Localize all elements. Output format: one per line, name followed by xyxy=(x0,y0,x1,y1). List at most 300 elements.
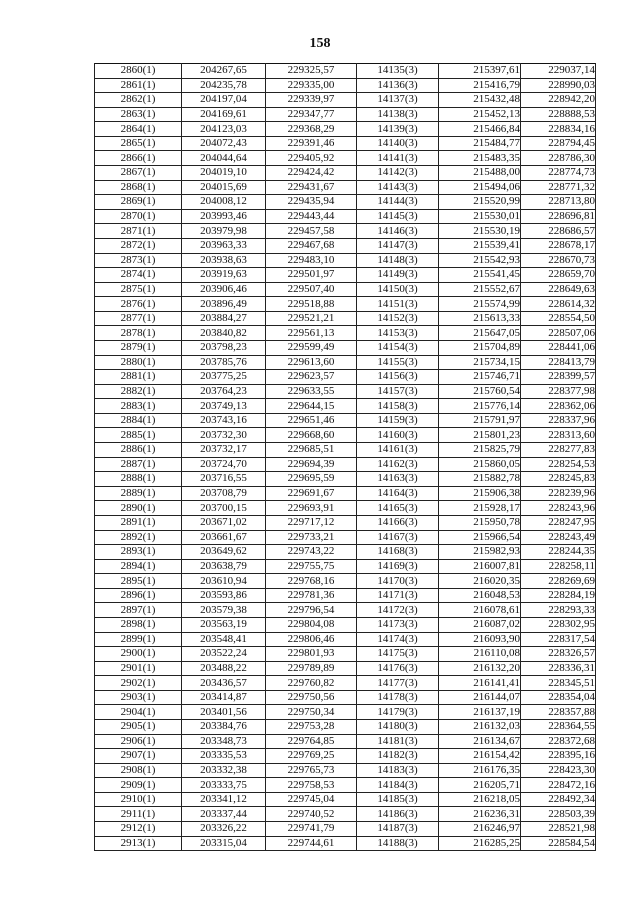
x-coordinate-cell: 215734,15 xyxy=(439,355,521,370)
point-id-cell: 2899(1) xyxy=(95,632,182,647)
point-id-cell: 2868(1) xyxy=(95,180,182,195)
y-coordinate-cell: 229507,40 xyxy=(266,282,357,297)
point-id-cell: 14160(3) xyxy=(357,428,439,443)
x-coordinate-cell: 215530,01 xyxy=(439,209,521,224)
point-id-cell: 2880(1) xyxy=(95,355,182,370)
y-coordinate-cell: 228678,17 xyxy=(521,238,596,253)
x-coordinate-cell: 203979,98 xyxy=(182,224,266,239)
x-coordinate-cell: 203919,63 xyxy=(182,268,266,283)
y-coordinate-cell: 229483,10 xyxy=(266,253,357,268)
y-coordinate-cell: 228670,73 xyxy=(521,253,596,268)
table-row xyxy=(95,136,596,151)
table-row xyxy=(95,603,596,618)
y-coordinate-cell: 229405,92 xyxy=(266,151,357,166)
x-coordinate-cell: 215530,19 xyxy=(439,224,521,239)
x-coordinate-cell: 203638,79 xyxy=(182,559,266,574)
x-coordinate-cell: 203671,02 xyxy=(182,515,266,530)
table-row xyxy=(95,195,596,210)
x-coordinate-cell: 204019,10 xyxy=(182,166,266,181)
point-id-cell: 2884(1) xyxy=(95,413,182,428)
y-coordinate-cell: 229717,12 xyxy=(266,515,357,530)
x-coordinate-cell: 215541,45 xyxy=(439,268,521,283)
table-row xyxy=(95,151,596,166)
y-coordinate-cell: 228771,32 xyxy=(521,180,596,195)
table-row xyxy=(95,705,596,720)
y-coordinate-cell: 228423,30 xyxy=(521,763,596,778)
x-coordinate-cell: 203414,87 xyxy=(182,690,266,705)
point-id-cell: 14153(3) xyxy=(357,326,439,341)
y-coordinate-cell: 228326,57 xyxy=(521,647,596,662)
x-coordinate-cell: 203896,49 xyxy=(182,297,266,312)
point-id-cell: 2887(1) xyxy=(95,457,182,472)
point-id-cell: 14135(3) xyxy=(357,64,439,79)
y-coordinate-cell: 228774,73 xyxy=(521,166,596,181)
table-row xyxy=(95,676,596,691)
y-coordinate-cell: 229753,28 xyxy=(266,720,357,735)
point-id-cell: 2863(1) xyxy=(95,107,182,122)
x-coordinate-cell: 216093,90 xyxy=(439,632,521,647)
x-coordinate-cell: 215397,61 xyxy=(439,64,521,79)
y-coordinate-cell: 229796,54 xyxy=(266,603,357,618)
x-coordinate-cell: 203963,33 xyxy=(182,238,266,253)
y-coordinate-cell: 228786,30 xyxy=(521,151,596,166)
y-coordinate-cell: 228243,96 xyxy=(521,501,596,516)
x-coordinate-cell: 215484,77 xyxy=(439,136,521,151)
table-row xyxy=(95,224,596,239)
point-id-cell: 14182(3) xyxy=(357,749,439,764)
y-coordinate-cell: 229806,46 xyxy=(266,632,357,647)
y-coordinate-cell: 228245,83 xyxy=(521,472,596,487)
x-coordinate-cell: 203700,15 xyxy=(182,501,266,516)
x-coordinate-cell: 203743,16 xyxy=(182,413,266,428)
y-coordinate-cell: 228659,70 xyxy=(521,268,596,283)
x-coordinate-cell: 216141,41 xyxy=(439,676,521,691)
x-coordinate-cell: 216144,07 xyxy=(439,690,521,705)
y-coordinate-cell: 229335,00 xyxy=(266,78,357,93)
point-id-cell: 2907(1) xyxy=(95,749,182,764)
point-id-cell: 2891(1) xyxy=(95,515,182,530)
x-coordinate-cell: 203649,62 xyxy=(182,545,266,560)
table-row xyxy=(95,238,596,253)
x-coordinate-cell: 215542,93 xyxy=(439,253,521,268)
point-id-cell: 14156(3) xyxy=(357,370,439,385)
table-row xyxy=(95,530,596,545)
point-id-cell: 14136(3) xyxy=(357,78,439,93)
point-id-cell: 2909(1) xyxy=(95,778,182,793)
y-coordinate-cell: 229743,22 xyxy=(266,545,357,560)
y-coordinate-cell: 228794,45 xyxy=(521,136,596,151)
point-id-cell: 14137(3) xyxy=(357,93,439,108)
x-coordinate-cell: 204197,04 xyxy=(182,93,266,108)
y-coordinate-cell: 229623,57 xyxy=(266,370,357,385)
y-coordinate-cell: 228686,57 xyxy=(521,224,596,239)
point-id-cell: 2897(1) xyxy=(95,603,182,618)
x-coordinate-cell: 204235,78 xyxy=(182,78,266,93)
point-id-cell: 14187(3) xyxy=(357,822,439,837)
point-id-cell: 14162(3) xyxy=(357,457,439,472)
x-coordinate-cell: 203993,46 xyxy=(182,209,266,224)
y-coordinate-cell: 228243,49 xyxy=(521,530,596,545)
point-id-cell: 14139(3) xyxy=(357,122,439,137)
y-coordinate-cell: 228503,39 xyxy=(521,807,596,822)
x-coordinate-cell: 215791,97 xyxy=(439,413,521,428)
point-id-cell: 2867(1) xyxy=(95,166,182,181)
y-coordinate-cell: 228258,11 xyxy=(521,559,596,574)
x-coordinate-cell: 204267,65 xyxy=(182,64,266,79)
y-coordinate-cell: 228247,95 xyxy=(521,515,596,530)
x-coordinate-cell: 215906,38 xyxy=(439,486,521,501)
x-coordinate-cell: 216020,35 xyxy=(439,574,521,589)
x-coordinate-cell: 203749,13 xyxy=(182,399,266,414)
point-id-cell: 2881(1) xyxy=(95,370,182,385)
y-coordinate-cell: 228357,88 xyxy=(521,705,596,720)
x-coordinate-cell: 215452,13 xyxy=(439,107,521,122)
y-coordinate-cell: 229691,67 xyxy=(266,486,357,501)
point-id-cell: 14167(3) xyxy=(357,530,439,545)
x-coordinate-cell: 215488,00 xyxy=(439,166,521,181)
table-row xyxy=(95,515,596,530)
table-row xyxy=(95,180,596,195)
x-coordinate-cell: 215432,48 xyxy=(439,93,521,108)
table-row xyxy=(95,574,596,589)
point-id-cell: 14146(3) xyxy=(357,224,439,239)
point-id-cell: 14169(3) xyxy=(357,559,439,574)
point-id-cell: 2893(1) xyxy=(95,545,182,560)
y-coordinate-cell: 229741,79 xyxy=(266,822,357,837)
y-coordinate-cell: 228584,54 xyxy=(521,836,596,851)
table-row xyxy=(95,399,596,414)
y-coordinate-cell: 229804,08 xyxy=(266,617,357,632)
y-coordinate-cell: 228696,81 xyxy=(521,209,596,224)
point-id-cell: 14149(3) xyxy=(357,268,439,283)
table-row xyxy=(95,807,596,822)
table-row xyxy=(95,297,596,312)
x-coordinate-cell: 203579,38 xyxy=(182,603,266,618)
coordinates-table-body xyxy=(95,64,596,851)
table-row xyxy=(95,486,596,501)
y-coordinate-cell: 228254,53 xyxy=(521,457,596,472)
point-id-cell: 14151(3) xyxy=(357,297,439,312)
point-id-cell: 2906(1) xyxy=(95,734,182,749)
y-coordinate-cell: 229765,73 xyxy=(266,763,357,778)
point-id-cell: 2873(1) xyxy=(95,253,182,268)
y-coordinate-cell: 229768,16 xyxy=(266,574,357,589)
y-coordinate-cell: 229733,21 xyxy=(266,530,357,545)
y-coordinate-cell: 228990,03 xyxy=(521,78,596,93)
y-coordinate-cell: 229037,14 xyxy=(521,64,596,79)
point-id-cell: 14171(3) xyxy=(357,588,439,603)
table-row xyxy=(95,413,596,428)
x-coordinate-cell: 203884,27 xyxy=(182,311,266,326)
x-coordinate-cell: 203764,23 xyxy=(182,384,266,399)
point-id-cell: 14181(3) xyxy=(357,734,439,749)
point-id-cell: 14140(3) xyxy=(357,136,439,151)
point-id-cell: 2862(1) xyxy=(95,93,182,108)
y-coordinate-cell: 229685,51 xyxy=(266,443,357,458)
point-id-cell: 2860(1) xyxy=(95,64,182,79)
y-coordinate-cell: 229633,55 xyxy=(266,384,357,399)
point-id-cell: 2869(1) xyxy=(95,195,182,210)
y-coordinate-cell: 229755,75 xyxy=(266,559,357,574)
x-coordinate-cell: 216134,67 xyxy=(439,734,521,749)
x-coordinate-cell: 204072,43 xyxy=(182,136,266,151)
point-id-cell: 2888(1) xyxy=(95,472,182,487)
x-coordinate-cell: 203938,63 xyxy=(182,253,266,268)
point-id-cell: 2894(1) xyxy=(95,559,182,574)
y-coordinate-cell: 229368,29 xyxy=(266,122,357,137)
point-id-cell: 14172(3) xyxy=(357,603,439,618)
y-coordinate-cell: 228713,80 xyxy=(521,195,596,210)
point-id-cell: 2901(1) xyxy=(95,661,182,676)
y-coordinate-cell: 228399,57 xyxy=(521,370,596,385)
x-coordinate-cell: 216176,35 xyxy=(439,763,521,778)
point-id-cell: 2870(1) xyxy=(95,209,182,224)
x-coordinate-cell: 203785,76 xyxy=(182,355,266,370)
x-coordinate-cell: 216110,08 xyxy=(439,647,521,662)
y-coordinate-cell: 228244,35 xyxy=(521,545,596,560)
table-row xyxy=(95,107,596,122)
y-coordinate-cell: 228337,96 xyxy=(521,413,596,428)
point-id-cell: 2885(1) xyxy=(95,428,182,443)
x-coordinate-cell: 216087,02 xyxy=(439,617,521,632)
table-row xyxy=(95,690,596,705)
point-id-cell: 2879(1) xyxy=(95,340,182,355)
point-id-cell: 14185(3) xyxy=(357,792,439,807)
point-id-cell: 14179(3) xyxy=(357,705,439,720)
table-row xyxy=(95,792,596,807)
point-id-cell: 14159(3) xyxy=(357,413,439,428)
x-coordinate-cell: 215552,67 xyxy=(439,282,521,297)
y-coordinate-cell: 228302,95 xyxy=(521,617,596,632)
table-row xyxy=(95,545,596,560)
point-id-cell: 2896(1) xyxy=(95,588,182,603)
x-coordinate-cell: 203488,22 xyxy=(182,661,266,676)
x-coordinate-cell: 203384,76 xyxy=(182,720,266,735)
y-coordinate-cell: 229644,15 xyxy=(266,399,357,414)
x-coordinate-cell: 203548,41 xyxy=(182,632,266,647)
x-coordinate-cell: 216205,71 xyxy=(439,778,521,793)
point-id-cell: 14175(3) xyxy=(357,647,439,662)
x-coordinate-cell: 216137,19 xyxy=(439,705,521,720)
point-id-cell: 14177(3) xyxy=(357,676,439,691)
y-coordinate-cell: 229613,60 xyxy=(266,355,357,370)
table-row xyxy=(95,734,596,749)
y-coordinate-cell: 229339,97 xyxy=(266,93,357,108)
y-coordinate-cell: 228239,96 xyxy=(521,486,596,501)
y-coordinate-cell: 229325,57 xyxy=(266,64,357,79)
point-id-cell: 2866(1) xyxy=(95,151,182,166)
y-coordinate-cell: 229694,39 xyxy=(266,457,357,472)
x-coordinate-cell: 215574,99 xyxy=(439,297,521,312)
y-coordinate-cell: 228372,68 xyxy=(521,734,596,749)
point-id-cell: 2900(1) xyxy=(95,647,182,662)
point-id-cell: 14161(3) xyxy=(357,443,439,458)
y-coordinate-cell: 228317,54 xyxy=(521,632,596,647)
point-id-cell: 14147(3) xyxy=(357,238,439,253)
point-id-cell: 14148(3) xyxy=(357,253,439,268)
point-id-cell: 14144(3) xyxy=(357,195,439,210)
point-id-cell: 2874(1) xyxy=(95,268,182,283)
point-id-cell: 14145(3) xyxy=(357,209,439,224)
table-row xyxy=(95,384,596,399)
point-id-cell: 14166(3) xyxy=(357,515,439,530)
x-coordinate-cell: 203522,24 xyxy=(182,647,266,662)
y-coordinate-cell: 228377,98 xyxy=(521,384,596,399)
point-id-cell: 2903(1) xyxy=(95,690,182,705)
point-id-cell: 14174(3) xyxy=(357,632,439,647)
table-row xyxy=(95,632,596,647)
point-id-cell: 14141(3) xyxy=(357,151,439,166)
x-coordinate-cell: 203661,67 xyxy=(182,530,266,545)
y-coordinate-cell: 229801,93 xyxy=(266,647,357,662)
x-coordinate-cell: 215647,05 xyxy=(439,326,521,341)
y-coordinate-cell: 229443,44 xyxy=(266,209,357,224)
x-coordinate-cell: 215801,23 xyxy=(439,428,521,443)
x-coordinate-cell: 216236,31 xyxy=(439,807,521,822)
point-id-cell: 2890(1) xyxy=(95,501,182,516)
point-id-cell: 14158(3) xyxy=(357,399,439,414)
x-coordinate-cell: 203401,56 xyxy=(182,705,266,720)
point-id-cell: 2911(1) xyxy=(95,807,182,822)
x-coordinate-cell: 215966,54 xyxy=(439,530,521,545)
point-id-cell: 14143(3) xyxy=(357,180,439,195)
table-row xyxy=(95,457,596,472)
x-coordinate-cell: 216246,97 xyxy=(439,822,521,837)
point-id-cell: 2910(1) xyxy=(95,792,182,807)
x-coordinate-cell: 204015,69 xyxy=(182,180,266,195)
x-coordinate-cell: 215860,05 xyxy=(439,457,521,472)
point-id-cell: 14188(3) xyxy=(357,836,439,851)
x-coordinate-cell: 215539,41 xyxy=(439,238,521,253)
y-coordinate-cell: 229467,68 xyxy=(266,238,357,253)
table-row xyxy=(95,749,596,764)
point-id-cell: 2865(1) xyxy=(95,136,182,151)
x-coordinate-cell: 216007,81 xyxy=(439,559,521,574)
table-row xyxy=(95,617,596,632)
x-coordinate-cell: 203724,70 xyxy=(182,457,266,472)
point-id-cell: 14142(3) xyxy=(357,166,439,181)
x-coordinate-cell: 215982,93 xyxy=(439,545,521,560)
y-coordinate-cell: 229750,56 xyxy=(266,690,357,705)
y-coordinate-cell: 228942,20 xyxy=(521,93,596,108)
y-coordinate-cell: 228441,06 xyxy=(521,340,596,355)
y-coordinate-cell: 229758,53 xyxy=(266,778,357,793)
table-row xyxy=(95,282,596,297)
y-coordinate-cell: 228888,53 xyxy=(521,107,596,122)
y-coordinate-cell: 229744,61 xyxy=(266,836,357,851)
y-coordinate-cell: 229764,85 xyxy=(266,734,357,749)
point-id-cell: 14164(3) xyxy=(357,486,439,501)
point-id-cell: 2883(1) xyxy=(95,399,182,414)
point-id-cell: 14178(3) xyxy=(357,690,439,705)
point-id-cell: 2872(1) xyxy=(95,238,182,253)
point-id-cell: 2882(1) xyxy=(95,384,182,399)
table-row xyxy=(95,93,596,108)
y-coordinate-cell: 228293,33 xyxy=(521,603,596,618)
x-coordinate-cell: 215704,89 xyxy=(439,340,521,355)
table-row xyxy=(95,822,596,837)
y-coordinate-cell: 228345,51 xyxy=(521,676,596,691)
y-coordinate-cell: 228554,50 xyxy=(521,311,596,326)
y-coordinate-cell: 229599,49 xyxy=(266,340,357,355)
x-coordinate-cell: 204008,12 xyxy=(182,195,266,210)
point-id-cell: 14154(3) xyxy=(357,340,439,355)
y-coordinate-cell: 228277,83 xyxy=(521,443,596,458)
point-id-cell: 2904(1) xyxy=(95,705,182,720)
y-coordinate-cell: 228313,60 xyxy=(521,428,596,443)
x-coordinate-cell: 216132,03 xyxy=(439,720,521,735)
x-coordinate-cell: 203436,57 xyxy=(182,676,266,691)
point-id-cell: 14176(3) xyxy=(357,661,439,676)
table-row xyxy=(95,661,596,676)
table-row xyxy=(95,370,596,385)
x-coordinate-cell: 203732,30 xyxy=(182,428,266,443)
y-coordinate-cell: 229435,94 xyxy=(266,195,357,210)
point-id-cell: 14165(3) xyxy=(357,501,439,516)
x-coordinate-cell: 216078,61 xyxy=(439,603,521,618)
x-coordinate-cell: 203333,75 xyxy=(182,778,266,793)
table-row xyxy=(95,340,596,355)
x-coordinate-cell: 215613,33 xyxy=(439,311,521,326)
point-id-cell: 14180(3) xyxy=(357,720,439,735)
x-coordinate-cell: 215746,71 xyxy=(439,370,521,385)
x-coordinate-cell: 204044,64 xyxy=(182,151,266,166)
x-coordinate-cell: 215950,78 xyxy=(439,515,521,530)
table-row xyxy=(95,472,596,487)
table-row xyxy=(95,64,596,79)
point-id-cell: 14155(3) xyxy=(357,355,439,370)
point-id-cell: 2913(1) xyxy=(95,836,182,851)
point-id-cell: 2878(1) xyxy=(95,326,182,341)
table-row xyxy=(95,559,596,574)
table-row xyxy=(95,326,596,341)
point-id-cell: 2889(1) xyxy=(95,486,182,501)
y-coordinate-cell: 229760,82 xyxy=(266,676,357,691)
x-coordinate-cell: 215825,79 xyxy=(439,443,521,458)
x-coordinate-cell: 203906,46 xyxy=(182,282,266,297)
x-coordinate-cell: 215520,99 xyxy=(439,195,521,210)
x-coordinate-cell: 215882,78 xyxy=(439,472,521,487)
x-coordinate-cell: 203563,19 xyxy=(182,617,266,632)
y-coordinate-cell: 228614,32 xyxy=(521,297,596,312)
x-coordinate-cell: 203341,12 xyxy=(182,792,266,807)
x-coordinate-cell: 203610,94 xyxy=(182,574,266,589)
y-coordinate-cell: 229740,52 xyxy=(266,807,357,822)
table-row xyxy=(95,311,596,326)
point-id-cell: 2898(1) xyxy=(95,617,182,632)
table-row xyxy=(95,588,596,603)
x-coordinate-cell: 203348,73 xyxy=(182,734,266,749)
coordinates-table xyxy=(94,63,596,851)
point-id-cell: 14152(3) xyxy=(357,311,439,326)
y-coordinate-cell: 228649,63 xyxy=(521,282,596,297)
x-coordinate-cell: 203708,79 xyxy=(182,486,266,501)
table-row xyxy=(95,501,596,516)
table-row xyxy=(95,122,596,137)
x-coordinate-cell: 204169,61 xyxy=(182,107,266,122)
x-coordinate-cell: 203716,55 xyxy=(182,472,266,487)
y-coordinate-cell: 229501,97 xyxy=(266,268,357,283)
x-coordinate-cell: 215928,17 xyxy=(439,501,521,516)
y-coordinate-cell: 228521,98 xyxy=(521,822,596,837)
y-coordinate-cell: 228284,19 xyxy=(521,588,596,603)
x-coordinate-cell: 215416,79 xyxy=(439,78,521,93)
table-row xyxy=(95,720,596,735)
table-row xyxy=(95,778,596,793)
y-coordinate-cell: 228269,69 xyxy=(521,574,596,589)
y-coordinate-cell: 229789,89 xyxy=(266,661,357,676)
point-id-cell: 14157(3) xyxy=(357,384,439,399)
